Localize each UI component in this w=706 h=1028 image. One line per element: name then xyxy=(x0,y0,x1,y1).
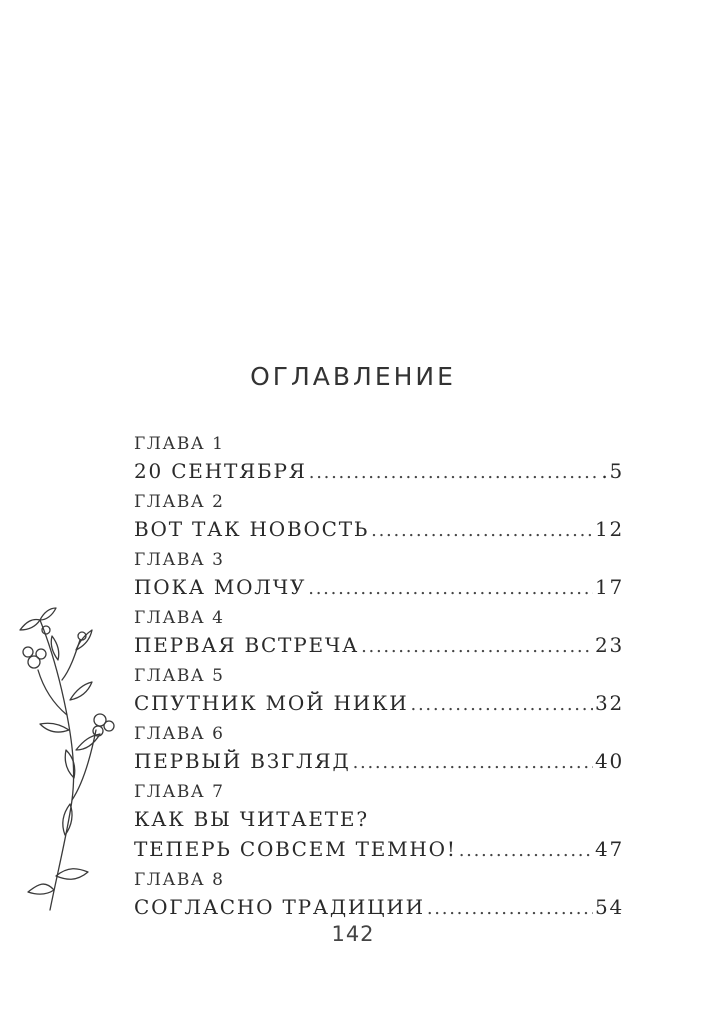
toc-entry-5 xyxy=(134,664,624,718)
chapter-page-number: 40 xyxy=(594,749,624,773)
dot-leader xyxy=(308,574,593,604)
toc-entry-3 xyxy=(134,548,624,602)
chapter-line[interactable] xyxy=(134,746,624,776)
chapter-title: ТЕПЕРЬ СОВСЕМ ТЕМНО! xyxy=(134,837,457,861)
table-of-contents xyxy=(134,432,624,926)
toc-entry-6 xyxy=(134,722,624,776)
chapter-title: ПЕРВАЯ ВСТРЕЧА xyxy=(134,633,360,657)
chapter-page-number: 12 xyxy=(594,517,624,541)
toc-entry-7 xyxy=(134,780,624,864)
chapter-page-number: .5 xyxy=(601,459,624,483)
toc-entry-4 xyxy=(134,606,624,660)
chapter-label: ГЛАВА 4 xyxy=(134,608,225,628)
chapter-label: ГЛАВА 1 xyxy=(134,434,225,454)
chapter-page-number: 17 xyxy=(594,575,624,599)
chapter-title: 20 СЕНТЯБРЯ xyxy=(134,459,307,483)
dot-leader xyxy=(309,458,600,488)
chapter-line[interactable] xyxy=(134,456,624,486)
chapter-line[interactable] xyxy=(134,892,624,922)
chapter-label: ГЛАВА 5 xyxy=(134,666,225,686)
toc-entry-2 xyxy=(134,490,624,544)
chapter-page-number: 47 xyxy=(594,837,624,861)
dot-leader xyxy=(353,748,593,778)
page-number: 142 xyxy=(331,922,375,946)
chapter-label: ГЛАВА 7 xyxy=(134,782,225,802)
chapter-line[interactable] xyxy=(134,834,624,864)
chapter-page-number: 54 xyxy=(594,895,624,919)
dot-leader xyxy=(459,836,593,866)
chapter-title: ВОТ ТАК НОВОСТЬ xyxy=(134,517,370,541)
dot-leader xyxy=(411,690,593,720)
chapter-line[interactable] xyxy=(134,630,624,660)
chapter-title: СОГЛАСНО ТРАДИЦИИ xyxy=(134,895,425,919)
chapter-title: ПЕРВЫЙ ВЗГЛЯД xyxy=(134,749,351,773)
toc-entry-8 xyxy=(134,868,624,922)
toc-entry-1 xyxy=(134,432,624,486)
chapter-label: ГЛАВА 2 xyxy=(134,492,225,512)
page-title: ОГЛАВЛЕНИЕ xyxy=(250,362,456,391)
chapter-page-number: 23 xyxy=(594,633,624,657)
chapter-title: ПОКА МОЛЧУ xyxy=(134,575,307,599)
dot-leader xyxy=(427,894,593,924)
chapter-line[interactable] xyxy=(134,688,624,718)
chapter-line[interactable] xyxy=(134,514,624,544)
chapter-label: ГЛАВА 6 xyxy=(134,724,225,744)
chapter-title-line: КАК ВЫ ЧИТАЕТЕ? xyxy=(134,807,369,831)
chapter-line[interactable] xyxy=(134,572,624,602)
chapter-label: ГЛАВА 3 xyxy=(134,550,225,570)
chapter-label: ГЛАВА 8 xyxy=(134,870,225,890)
chapter-title: СПУТНИК МОЙ НИКИ xyxy=(134,691,409,715)
floral-branch-illustration xyxy=(10,600,130,920)
dot-leader xyxy=(361,632,593,662)
chapter-page-number: 32 xyxy=(594,691,624,715)
dot-leader xyxy=(371,516,593,546)
